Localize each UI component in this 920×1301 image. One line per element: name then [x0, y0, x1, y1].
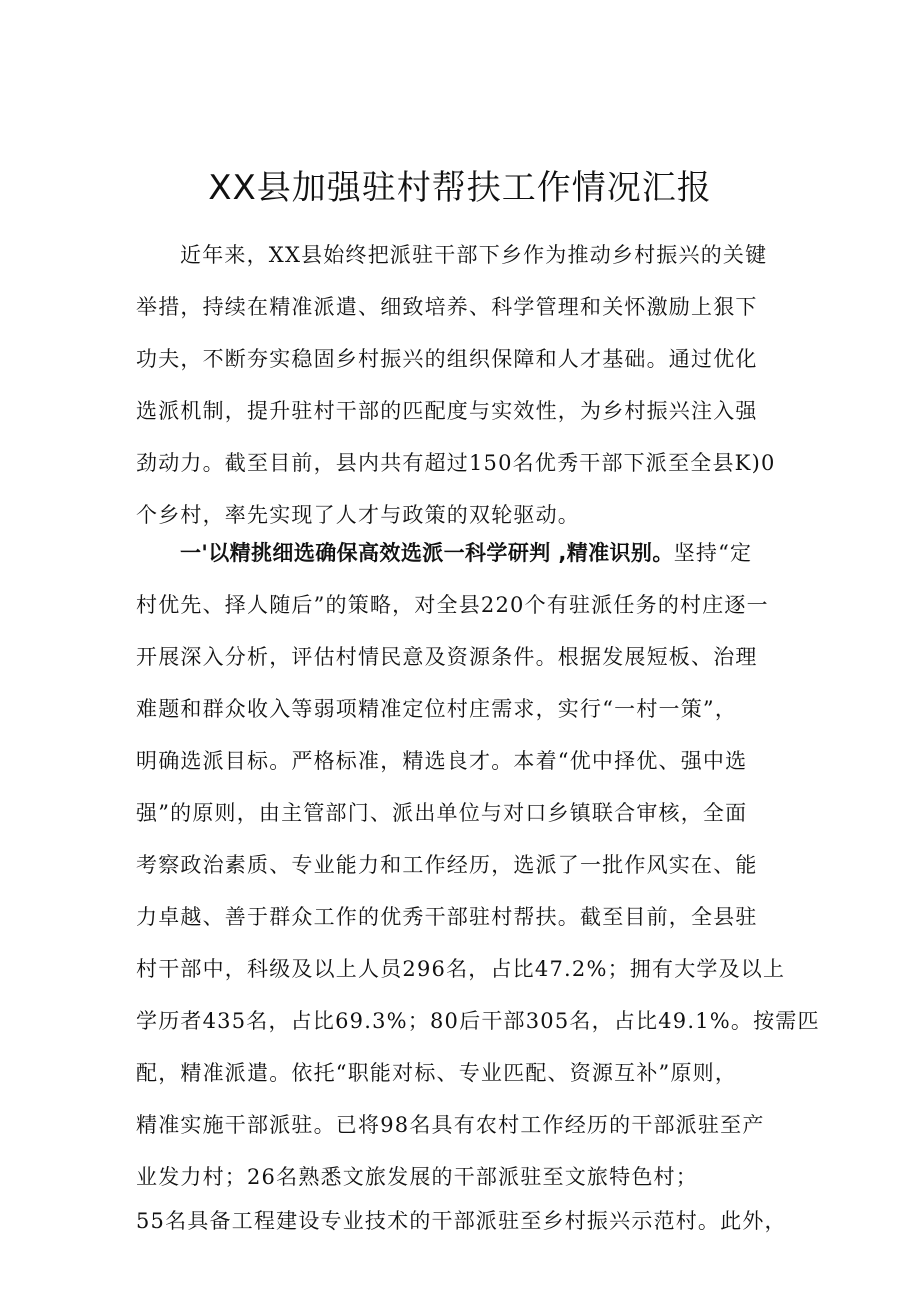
paragraph-1-line-1: 近年来，XX县始终把派驻干部下乡作为推动乡村振兴的关键 — [180, 243, 768, 267]
paragraph-2-line-4: 难题和群众收入等弱项精准定位村庄需求，实行“一村一策”， — [136, 697, 738, 721]
paragraph-1-line-5: 劲动力。截至目前，县内共有超过150名优秀干部下派至全县K)0 — [136, 451, 776, 475]
paragraph-1-line-3: 功夫，不断夯实稳固乡村振兴的组织保障和人才基础。通过优化 — [136, 347, 758, 371]
paragraph-2-line-5: 明确选派目标。严格标准，精选良才。本着“优中择优、强中选 — [136, 749, 748, 773]
paragraph-2-first-line-rest: 坚持“定 — [673, 541, 753, 565]
last-line: 55名具备工程建设专业技术的干部派驻至乡村振兴示范村。此外， — [136, 1209, 787, 1233]
paragraph-1-line-6: 个乡村，率先实现了人才与政策的双轮驱动。 — [136, 503, 580, 527]
paragraph-2-line-10: 学历者435名，占比69.3%；80后干部305名，占比49.1%。按需匹 — [136, 1009, 820, 1033]
paragraph-2-line-9: 村干部中，科级及以上人员296名，占比47.2%；拥有大学及以上 — [136, 957, 786, 981]
paragraph-2-line-3: 开展深入分析，评估村情民意及资源条件。根据发展短板、治理 — [136, 645, 758, 669]
paragraph-2-line-13: 业发力村；26名熟悉文旅发展的干部派驻至文旅特色村； — [136, 1165, 698, 1189]
document-title: XX县加强驻村帮扶工作情况汇报 — [208, 168, 712, 208]
paragraph-2-line-12: 精准实施干部派驻。已将98名具有农村工作经历的干部派驻至产 — [136, 1113, 765, 1137]
paragraph-1-line-4: 选派机制，提升驻村干部的匹配度与实效性，为乡村振兴注入强 — [136, 399, 758, 423]
paragraph-1-line-2: 举措，持续在精准派遣、细致培养、科学管理和关怀激励上狠下 — [136, 295, 758, 319]
paragraph-2-line-2: 村优先、择人随后”的策略，对全县220个有驻派任务的村庄逐一 — [136, 593, 769, 617]
paragraph-2-line-6: 强”的原则，由主管部门、派出单位与对口乡镇联合审核，全面 — [136, 801, 748, 825]
section-heading: 一'以精挑细选确保高效选派一科学研判 ,精准识别。 — [180, 541, 674, 565]
paragraph-2-line-8: 力卓越、善于群众工作的优秀干部驻村帮扶。截至目前，全县驻 — [136, 905, 758, 929]
paragraph-2-line-7: 考察政治素质、专业能力和工作经历，选派了一批作风实在、能 — [136, 853, 758, 877]
paragraph-2-first-line — [180, 538, 752, 568]
paragraph-2-line-11: 配，精准派遣。依托“职能对标、专业匹配、资源互补”原则， — [136, 1061, 738, 1085]
